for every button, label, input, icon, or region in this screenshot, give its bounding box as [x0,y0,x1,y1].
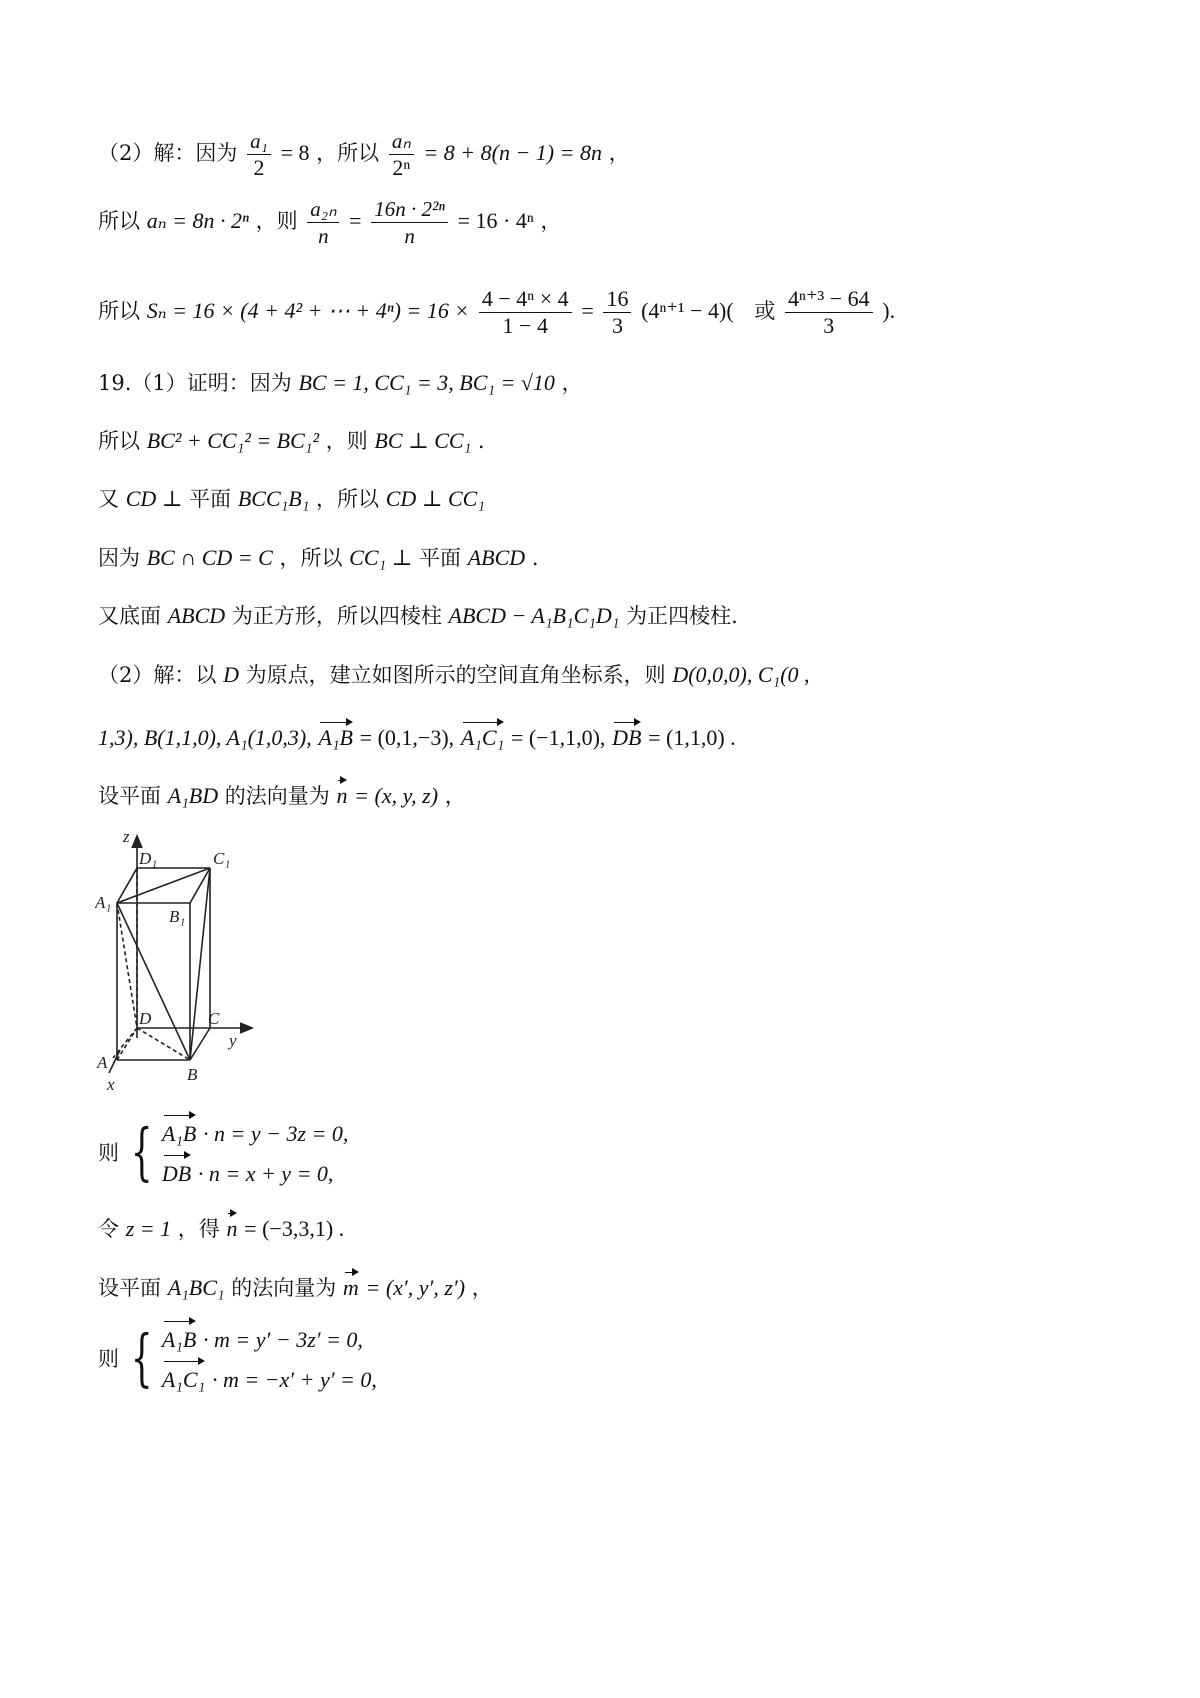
an-formula-line [98,196,561,249]
text: ，则 [255,209,298,233]
text: 的法向量为 [224,784,330,808]
system-row: A₁B · m = y′ − 3z′ = 0, [162,1318,377,1358]
text: . [477,429,485,453]
equation: = 8 [280,140,310,165]
diag-a1c1 [117,868,210,903]
text: 为正四棱柱. [626,604,738,628]
left-brace: { [130,1115,153,1188]
vector-db: DB [612,719,641,753]
equation: 1,3), B(1,1,0), A₁(1,0,3), [98,725,312,750]
text: 设平面 [98,784,161,808]
equation: BC² + CC₁² = BC₁² [146,428,320,453]
equation-system-1 [98,1112,348,1192]
text: ， [561,371,583,395]
equation: ABCD [167,603,226,628]
equation: (4ⁿ⁺¹ − 4)( [641,298,734,323]
equation: = 8 + 8(n − 1) = 8n [423,140,602,165]
vector-n: n [336,777,347,811]
text: 令 [98,1217,119,1241]
label-a1: A₁ [95,893,112,912]
label-d: D [139,1009,152,1028]
left-brace: { [130,1321,153,1394]
text: ，所以 [316,487,380,511]
fraction: $\frac{16}{3}$ [603,286,631,339]
equals: = [581,298,594,323]
equation: CC₁ ⊥ [349,545,413,570]
vector-m: m [343,1269,359,1303]
equation: ABCD − A₁B₁C₁D₁ [448,603,620,628]
label-c1: C₁ [213,849,231,868]
label-b1: B₁ [169,907,186,926]
text: ，所以 [279,546,343,570]
fraction: $\frac{\text{a₁}}{2}$ [247,128,271,181]
vector-a1c1: A₁C₁ [461,719,504,753]
equation: = (−1,1,0), [510,725,606,750]
text: . [531,546,539,570]
text: ， [540,209,562,233]
equation: D [223,662,239,687]
equation: Sₙ = 16 × (4 + 4² + ⋯ + 4ⁿ) = 16 × [146,298,470,323]
text: 19.（1）证明：因为 [98,371,292,395]
label-d1: D₁ [139,849,158,868]
q19-line-4 [98,543,539,573]
text: （2）解：因为 [98,141,238,165]
equation: A₁BD [167,783,219,808]
text: 因为 [98,546,140,570]
label-c: C [208,1009,220,1028]
system-rows [162,1318,377,1398]
label-a: A [97,1053,108,1072]
equals: = [349,208,362,233]
label-x: x [107,1075,115,1094]
fraction: $\frac{\text{aₙ}}{\text{2ⁿ}}$ [389,128,414,181]
fraction: $\frac{\text{4ⁿ⁺³ − 64}}{3}$ [785,286,873,339]
equation: BCC₁B₁ [237,486,310,511]
text: ，得 [177,1217,220,1241]
text: 设平面 [98,1276,161,1300]
z-axis-arrow [132,836,142,848]
plane-m-line [98,1269,493,1303]
system-row: DB · n = x + y = 0, [162,1152,349,1192]
equation: = (1,1,0) . [648,725,736,750]
text: ). [882,298,896,323]
prism-diagram [95,828,295,1098]
vector-a1b: A₁B [318,719,353,753]
text: 所以 [98,299,140,323]
q19-line-2 [98,426,485,456]
text: 或 [754,299,776,323]
let-z-line [98,1210,344,1244]
equation: = (x, y, z) [354,783,439,808]
q19-line-3 [98,484,485,514]
system-row: A₁B · n = y − 3z = 0, [162,1112,349,1152]
sn-formula-line [98,286,895,339]
diag-a1d [117,903,137,1028]
label-z: z [123,828,130,846]
y-axis-arrow [240,1023,252,1033]
equation: aₙ = 8n · 2ⁿ [146,208,249,233]
equation: ABCD [467,545,526,570]
text: 所以 [98,209,140,233]
text: （2）解：以 [98,663,217,687]
edge-a1d1 [117,868,137,903]
text: 为正方形，所以四棱柱 [231,604,442,628]
equation: BC = 1, CC₁ = 3, BC₁ = √10 [298,370,555,395]
system-row: A₁C₁ · m = −x′ + y′ = 0, [162,1358,377,1398]
text: ，所以 [316,141,380,165]
q19-line-1 [98,368,583,398]
fraction: $\frac{\text{16n · 2²ⁿ}}{n}$ [371,196,448,249]
equation: z = 1 [125,1216,172,1241]
equation: = (0,1,−3), [359,725,455,750]
text: 平面 [419,546,462,570]
text: ，则 [325,429,368,453]
q19-part2-line-3 [98,777,466,811]
equation-system-2 [98,1318,377,1398]
text: 所以 [98,429,140,453]
text: ， [608,141,630,165]
text: 平面 [189,487,232,511]
equation: D(0,0,0), C₁(0 , [672,662,810,687]
label-y: y [229,1031,237,1050]
text: ， [471,1276,493,1300]
equation: CD ⊥ CC₁ [385,486,485,511]
q19-part2-line-1 [98,660,810,690]
fraction: $\frac{\text{a₂ₙ}}{n}$ [307,196,339,249]
text: 的法向量为 [231,1276,337,1300]
equation: BC ⊥ CC₁ [374,428,472,453]
diag-a1b [117,903,190,1060]
text: 则 [98,1141,119,1165]
part2-intro-line [98,128,630,181]
text: 则 [98,1347,119,1371]
equation: BC ∩ CD = C [146,545,273,570]
q19-line-5 [98,601,738,631]
fraction: $\frac{\text{4 − 4ⁿ × 4}}{1 - 4}$ [479,286,572,339]
equation: = (−3,3,1) . [244,1216,345,1241]
x-axis-solid [109,1050,120,1073]
text: 又 [98,487,119,511]
text: ， [444,784,466,808]
label-b: B [187,1065,198,1084]
system-rows [162,1112,349,1192]
equation: = 16 · 4ⁿ [457,208,534,233]
vector-n: n [226,1210,237,1244]
text: 为原点，建立如图所示的空间直角坐标系，则 [245,663,666,687]
equation: = (x′, y′, z′) [365,1275,466,1300]
q19-part2-line-2 [98,719,736,753]
edge-ad [117,1028,137,1060]
text: 又底面 [98,604,161,628]
equation: CD ⊥ [125,486,183,511]
equation: A₁BC₁ [167,1275,225,1300]
